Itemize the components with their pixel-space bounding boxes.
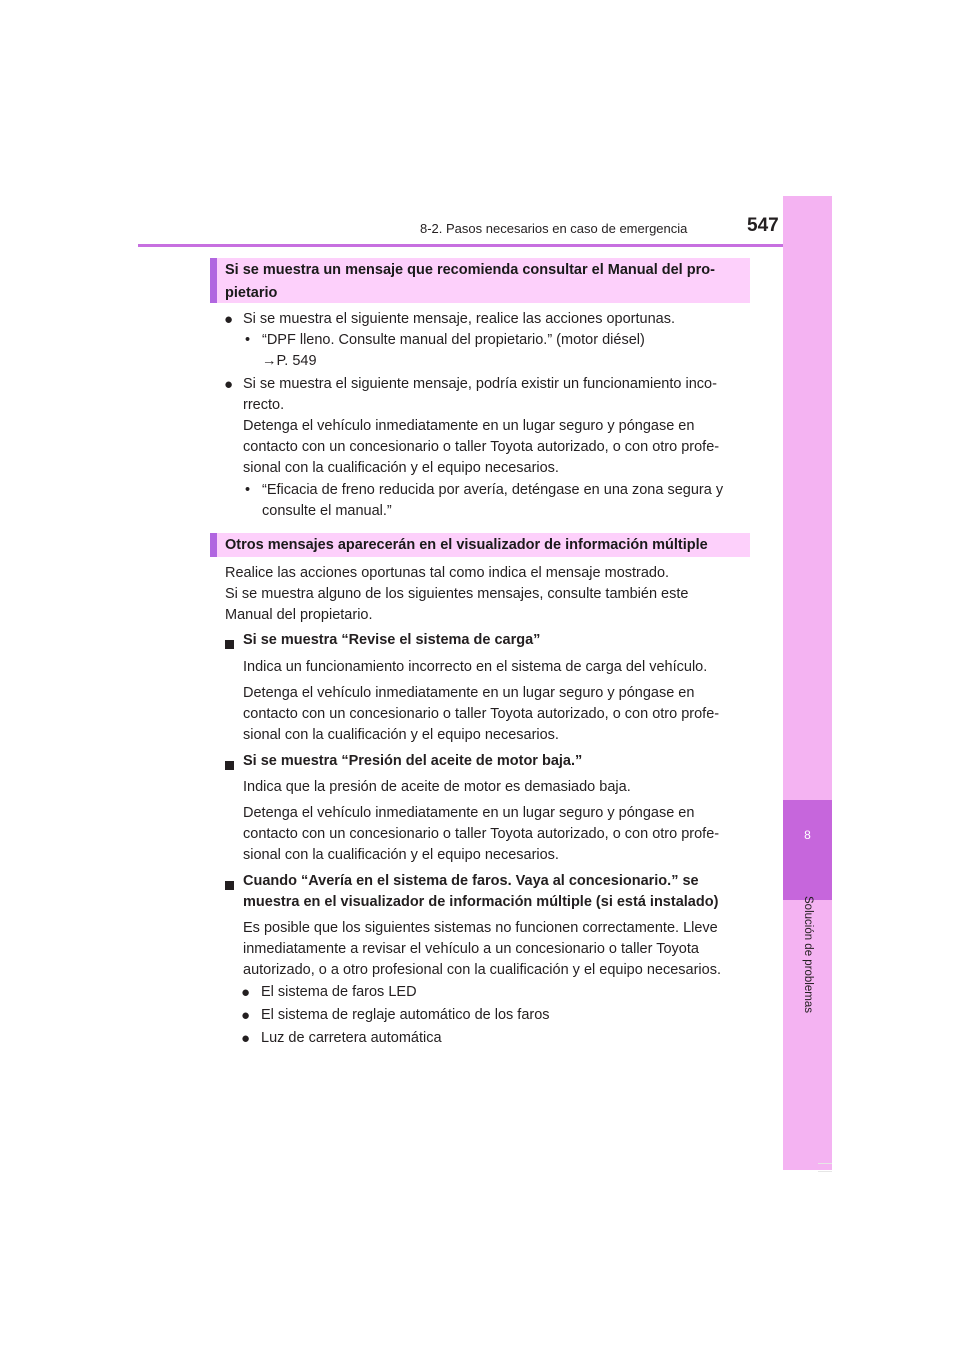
square-bullet-icon — [225, 877, 234, 895]
bullet-icon: ● — [241, 984, 251, 1001]
chapter-title: Solución de problemas — [802, 896, 814, 1013]
paragraph-line: Realice las acciones oportunas tal como indica el mensaje mostrado. — [225, 565, 670, 581]
paragraph-line: sional con la cualificación y el equipo necesarios. — [243, 727, 559, 743]
paragraph-line: Detenga el vehículo inmediatamente en un lugar seguro y póngase en — [243, 685, 695, 701]
paragraph-line: Si se muestra el siguiente mensaje, realice las acciones oportunas. — [243, 311, 676, 327]
subheading: Si se muestra “Presión del aceite de motor baja.” — [243, 753, 583, 769]
list-item: El sistema de faros LED — [261, 984, 417, 1000]
section-heading-manual — [210, 258, 750, 303]
paragraph-line: Es posible que los siguientes sistemas no funcionen correctamente. Lleve — [243, 920, 718, 936]
paragraph-line: Indica un funcionamiento incorrecto en el sistema de carga del vehículo. — [243, 659, 708, 675]
square-bullet-icon — [225, 757, 234, 775]
page-number: 547 — [747, 215, 779, 236]
bullet-icon: ● — [241, 1007, 251, 1024]
bullet-icon: ● — [224, 376, 234, 393]
bullet-icon: ● — [241, 1030, 251, 1047]
chapter-number-tab — [783, 800, 832, 900]
subheading: Si se muestra “Revise el sistema de carga” — [243, 632, 541, 648]
list-item: El sistema de reglaje automático de los faros — [261, 1007, 550, 1023]
side-tick — [818, 1163, 832, 1164]
header-rule — [138, 244, 832, 247]
subheading: muestra en el visualizador de información múltiple (si está instalado) — [243, 894, 719, 910]
paragraph-line: Detenga el vehículo inmediatamente en un lugar seguro y póngase en — [243, 418, 695, 434]
section-heading-line: Si se muestra un mensaje que recomienda consultar el Manual del pro- — [225, 262, 715, 278]
bullet-icon: ● — [224, 311, 234, 328]
paragraph-line: Detenga el vehículo inmediatamente en un lugar seguro y póngase en — [243, 805, 695, 821]
paragraph-line: “Eficacia de freno reducida por avería, deténgase en una zona segura y — [262, 482, 724, 498]
section-heading-line: pietario — [225, 285, 278, 301]
running-header: 8-2. Pasos necesarios en caso de emergencia — [420, 221, 688, 236]
subheading: Cuando “Avería en el sistema de faros. Vaya al concesionario.” se — [243, 873, 699, 889]
paragraph-line: Manual del propietario. — [225, 607, 373, 623]
paragraph-line: Si se muestra el siguiente mensaje, podría existir un funcionamiento inco- — [243, 376, 717, 392]
sub-bullet-icon: • — [245, 332, 251, 348]
section-heading-other-messages: Otros mensajes aparecerán en el visualizador de información múltiple — [210, 533, 750, 557]
square-bullet-icon — [225, 636, 234, 654]
paragraph-line: “DPF lleno. Consulte manual del propietario.” (motor diésel) — [262, 332, 645, 348]
paragraph-line: inmediatamente a revisar el vehículo a un concesionario o taller Toyota — [243, 941, 699, 957]
paragraph-line: contacto con un concesionario o taller Toyota autorizado, o con otro profe- — [243, 439, 720, 455]
paragraph-line: contacto con un concesionario o taller Toyota autorizado, o con otro profe- — [243, 826, 720, 842]
paragraph-line: consulte el manual.” — [262, 503, 392, 519]
paragraph-line: Indica que la presión de aceite de motor es demasiado baja. — [243, 779, 631, 795]
paragraph-line: contacto con un concesionario o taller Toyota autorizado, o con otro profe- — [243, 706, 720, 722]
chapter-side-tab — [783, 196, 832, 1170]
sub-bullet-icon: • — [245, 482, 251, 498]
chapter-number: 8 — [804, 828, 811, 842]
paragraph-line: sional con la cualificación y el equipo necesarios. — [243, 460, 559, 476]
page-reference: →P. 549 — [262, 353, 317, 369]
paragraph-line: autorizado, o a otro profesional con la cualificación y el equipo necesarios. — [243, 962, 721, 978]
side-tick — [818, 1171, 832, 1172]
paragraph-line: Si se muestra alguno de los siguientes mensajes, consulte también este — [225, 586, 689, 602]
paragraph-line: rrecto. — [243, 397, 285, 413]
paragraph-line: sional con la cualificación y el equipo necesarios. — [243, 847, 559, 863]
list-item: Luz de carretera automática — [261, 1030, 442, 1046]
